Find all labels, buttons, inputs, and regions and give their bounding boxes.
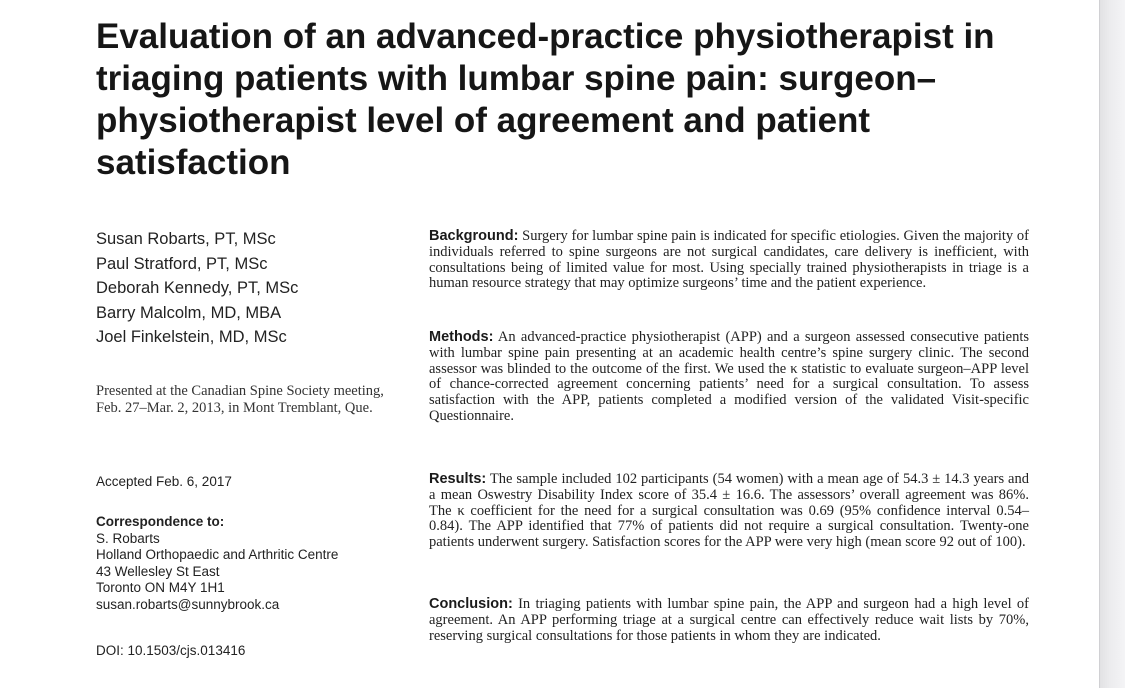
abstract-results-label: Results:	[429, 471, 487, 487]
abstract-conclusion	[429, 597, 1029, 644]
abstract-conclusion-text: In triaging patients with lumbar spine pain, the APP and surgeon had a high level of agreement. An APP performing triage at a surgical centre can effectively reduce wait lists by 70%, reserving surgical consultations for those patients in whom they are indicated.	[429, 596, 1029, 644]
author-name: Joel Finkelstein, MD, MSc	[96, 328, 287, 346]
abstract-methods-text: An advanced-practice physiotherapist (APP) and a surgeon assessed consecutive patients with lumbar spine pain presenting at an academic health centre’s spine surgery clinic. The second assessor was blinded to the outcome of the first. We used the κ statistic to evaluate surgeon–APP level of chance-corrected agreement concerning patients’ need for a surgical consultation. To assess satisfaction with the APP, patients completed a modified version of the validated Visit-specific Questionnaire.	[429, 329, 1030, 424]
doi[interactable]: DOI: 10.1503/cjs.013416	[96, 643, 246, 658]
article-title: Evaluation of an advanced-practice physiotherapist in triaging patients with lumbar spine pain: surgeon–physiotherapist level of agreement and patient satisfaction	[96, 17, 995, 182]
correspondence-email[interactable]: susan.robarts@sunnybrook.ca	[96, 596, 280, 612]
abstract-methods-label: Methods:	[429, 329, 494, 345]
correspondence-name: S. Robarts	[96, 530, 160, 546]
correspondence-city: Toronto ON M4Y 1H1	[96, 580, 225, 596]
abstract-background-text: Surgery for lumbar spine pain is indicated for specific etiologies. Given the majority of individuals referred to spine surgeons are not surgical candidates, care delivery is inefficient, with consultations being of limited value for most. Using specially trained physiotherapists in triage is a human resource strategy that may optimize surgeons’ time and the patient experience.	[429, 228, 1029, 292]
author-name: Paul Stratford, PT, MSc	[96, 254, 268, 273]
abstract-methods	[429, 330, 1029, 425]
correspondence-heading: Correspondence to:	[96, 514, 225, 529]
author-name: Susan Robarts, PT, MSc	[96, 230, 276, 248]
author-name: Deborah Kennedy, PT, MSc	[96, 279, 299, 297]
correspondence-institution: Holland Orthopaedic and Arthritic Centre	[96, 547, 339, 563]
abstract-results-text: The sample included 102 participants (54 women) with a mean age of 54.3 ± 14.3 years and a mean Oswestry Disability Index score of 35.4 ± 16.6. The assessors’ overall agreement was 86%. The κ coefficient for the need for a surgical consultation was 0.69 (95% confidence interval 0.54–0.84). The APP identified that 77% of patients did not require a surgical consultation. Twenty-one patients underwent surgery. Satisfaction scores for the APP were very high (mean score 92 out of 100).	[429, 471, 1029, 551]
presented-note: Presented at the Canadian Spine Society meeting, Feb. 27–Mar. 2, 2013, in Mont Tremblant, Que.	[96, 383, 384, 416]
accepted-date: Accepted Feb. 6, 2017	[96, 474, 232, 489]
abstract-results	[429, 472, 1029, 551]
page-edge-shadow	[1099, 0, 1125, 688]
author-name: Barry Malcolm, MD, MBA	[96, 303, 282, 322]
abstract-background	[429, 229, 1029, 292]
author-list	[96, 227, 396, 350]
abstract-background-label: Background:	[429, 228, 519, 244]
correspondence-street: 43 Wellesley St East	[96, 563, 220, 579]
correspondence-block	[96, 514, 406, 614]
abstract-conclusion-label: Conclusion:	[429, 596, 513, 612]
